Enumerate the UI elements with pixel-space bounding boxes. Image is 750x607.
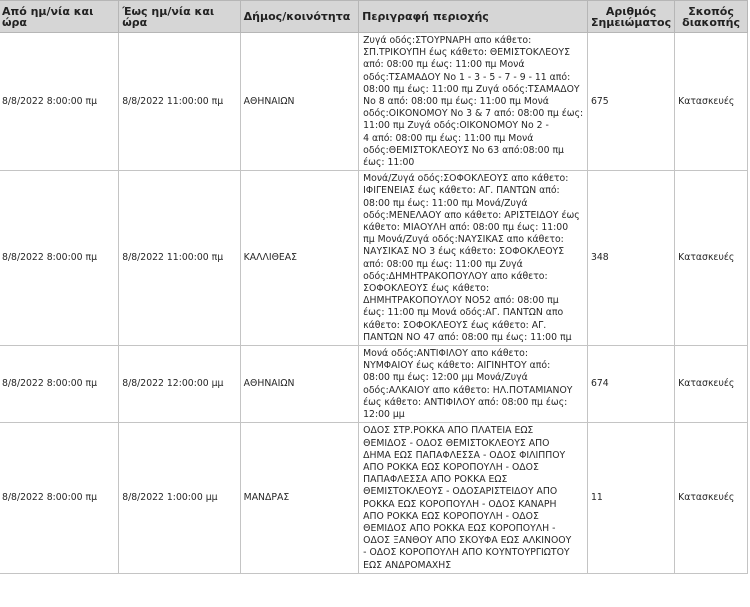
cell-municipality: ΑΘΗΝΑΙΩΝ: [240, 33, 358, 171]
description-line: οδός:ΤΣΑΜΑΔΟΥ Νο 1 - 3 - 5 - 7 - 9 - 11 από:: [363, 71, 571, 83]
table-body: [0, 33, 748, 574]
description-line: οδός:ΜΕΝΕΛΑΟΥ απο κάθετο: ΑΡΙΣΤΕΙΔΟΥ έως: [363, 209, 580, 221]
description-line: Ζυγά οδός:ΣΤΟΥΡΝΑΡΗ απο κάθετο:: [363, 35, 532, 46]
description-line: οδός:ΔΗΜΗΤΡΑΚΟΠΟΥΛΟΥ απο κάθετο:: [363, 270, 548, 282]
description-line: ΠΑΠΑΦΛΕΣΣΑ ΑΠΟ ΡΟΚΚΑ ΕΩΣ: [363, 474, 508, 486]
description-line: ΔΗΜΗΤΡΑΚΟΠΟΥΛΟΥ ΝΟ52 από: 08:00 πμ: [363, 295, 559, 307]
col-header-to-label: Έως ημ/νία και ώρα: [122, 4, 215, 29]
col-header-purpose-line1: Σκοπός: [688, 4, 734, 18]
cell-from: 8/8/2022 8:00:00 πμ: [0, 33, 119, 171]
cell-points: 11: [587, 423, 674, 573]
cell-municipality: ΜΑΝΔΡΑΣ: [240, 423, 358, 573]
description-line: κάθετο: ΣΟΦΟΚΛΕΟΥΣ έως κάθετο: ΑΓ.: [363, 319, 547, 331]
cell-to: 8/8/2022 11:00:00 πμ: [119, 171, 240, 346]
description-line: οδός:ΘΕΜΙΣΤΟΚΛΕΟΥΣ Νο 63 από:08:00 πμ: [363, 144, 564, 156]
cell-to: 8/8/2022 1:00:00 μμ: [119, 423, 240, 573]
cell-purpose: Κατασκευές: [675, 423, 748, 573]
col-header-municipality-label: Δήμος/κοινότητα: [243, 10, 351, 23]
cell-description: [359, 171, 588, 346]
description-line: κάθετο: ΜΙΑΟΥΛΗ από: 08:00 πμ έως: 11:00: [363, 222, 569, 234]
description-line: ΑΠΟ ΡΟΚΚΑ ΕΩΣ ΚΟΡΟΠΟΥΛΗ - ΟΔΟΣ: [363, 461, 539, 473]
cell-description: [359, 423, 588, 573]
col-header-description[interactable]: [359, 1, 588, 33]
description-line: 08:00 πμ έως: 11:00 πμ Μονά/Ζυγά: [363, 197, 528, 209]
description-line: ΣΠ.ΤΡΙΚΟΥΠΗ έως κάθετο: ΘΕΜΙΣΤΟΚΛΕΟΥΣ: [363, 47, 570, 59]
cell-purpose: Κατασκευές: [675, 171, 748, 346]
description-line: 08:00 πμ έως: 12:00 μμ Μονά/Ζυγά: [363, 372, 528, 384]
table-row: [0, 33, 748, 171]
description-line: ΘΕΜΙΔΟΣ - ΟΔΟΣ ΘΕΜΙΣΤΟΚΛΕΟΥΣ ΑΠΟ: [363, 437, 550, 449]
cell-description: [359, 33, 588, 171]
description-line: πμ Μονά/Ζυγά οδός:ΝΑΥΣΙΚΑΣ απο κάθετο:: [363, 234, 564, 246]
table-header-row: [0, 1, 748, 33]
description-line: ΘΕΜΙΔΟΣ ΑΠΟ ΡΟΚΚΑ ΕΩΣ ΚΟΡΟΠΟΥΛΗ -: [363, 522, 556, 534]
description-line: ΟΔΟΣ ΞΑΝΘΟΥ ΑΠΟ ΣΚΟΥΦΑ ΕΩΣ ΑΛΚΙΝΟΟΥ: [363, 535, 572, 547]
description-line: ΝΑΥΣΙΚΑΣ ΝΟ 3 έως κάθετο: ΣΟΦΟΚΛΕΟΥΣ: [363, 246, 565, 258]
col-header-to[interactable]: [119, 1, 240, 33]
description-line: 08:00 πμ έως: 11:00 πμ Ζυγά οδός:ΤΣΑΜΑΔΟΥ: [363, 83, 580, 95]
table-row: [0, 346, 748, 423]
description-line: ΠΑΝΤΩΝ ΝΟ 47 από: 08:00 πμ έως: 11:00 πμ: [363, 331, 572, 343]
description-line: 11:00 πμ Ζυγά οδός:ΟΙΚΟΝΟΜΟΥ Νο 2 -: [363, 120, 549, 132]
description-line: ΣΟΦΟΚΛΕΟΥΣ έως κάθετο:: [363, 283, 490, 295]
cell-to: 8/8/2022 12:00:00 μμ: [119, 346, 240, 423]
col-header-points[interactable]: [587, 1, 674, 33]
description-line: - ΟΔΟΣ ΚΟΡΟΠΟΥΛΗ ΑΠΟ ΚΟΥΝΤΟΥΡΓΙΩΤΟΥ: [363, 547, 570, 559]
cell-purpose: Κατασκευές: [675, 346, 748, 423]
description-line: από: 08:00 πμ έως: 11:00 πμ Μονά: [363, 59, 525, 71]
col-header-purpose-line2: διακοπής: [682, 15, 740, 29]
description-line: ΕΩΣ ΑΝΔΡΟΜΑΧΗΣ: [363, 559, 452, 571]
description-line: Μονά/Ζυγά οδός:ΣΟΦΟΚΛΕΟΥΣ απο κάθετο:: [363, 173, 569, 185]
description-line: οδός:ΑΛΚΑΙΟΥ απο κάθετο: ΗΛ.ΠΟΤΑΜΙΑΝΟΥ: [363, 384, 573, 396]
col-header-points-line1: Αριθμός: [605, 4, 657, 18]
cell-from: 8/8/2022 8:00:00 πμ: [0, 346, 119, 423]
col-header-from[interactable]: [0, 1, 119, 33]
col-header-municipality[interactable]: [240, 1, 358, 33]
cell-municipality: ΚΑΛΛΙΘΕΑΣ: [240, 171, 358, 346]
col-header-purpose[interactable]: [675, 1, 748, 33]
col-header-description-label: Περιγραφή περιοχής: [362, 10, 489, 23]
description-line: 12:00 μμ: [363, 409, 405, 421]
cell-description: [359, 346, 588, 423]
col-header-points-line2: Σημειώματος: [590, 15, 672, 29]
cell-from: 8/8/2022 8:00:00 πμ: [0, 423, 119, 573]
cell-points: 674: [587, 346, 674, 423]
description-line: έως: 11:00 πμ Μονά οδός:ΑΓ. ΠΑΝΤΩΝ απο: [363, 307, 564, 319]
cell-to: 8/8/2022 11:00:00 πμ: [119, 33, 240, 171]
description-line: ΔΗΜΑ ΕΩΣ ΠΑΠΑΦΛΕΣΣΑ - ΟΔΟΣ ΦΙΛΙΠΠΟΥ: [363, 449, 566, 461]
description-line: ΑΠΟ ΡΟΚΚΑ ΕΩΣ ΚΟΡΟΠΟΥΛΗ - ΟΔΟΣ: [363, 510, 539, 522]
table-row: [0, 423, 748, 573]
description-line: έως κάθετο: ΑΝΤΙΦΙΛΟΥ από: 08:00 πμ έως:: [363, 396, 568, 408]
description-line: από: 08:00 πμ έως: 11:00 πμ Ζυγά: [363, 258, 523, 270]
description-line: ΟΔΟΣ ΣΤΡ.ΡΟΚΚΑ ΑΠΟ ΠΛΑΤΕΙΑ ΕΩΣ: [363, 425, 534, 437]
table-row: [0, 171, 748, 346]
col-header-from-label: Από ημ/νία και ώρα: [2, 4, 94, 29]
description-line: ΡΟΚΚΑ ΕΩΣ ΚΟΡΟΠΟΥΛΗ - ΟΔΟΣ ΚΑΝΑΡΗ: [363, 498, 557, 510]
description-line: ΙΦΙΓΕΝΕΙΑΣ έως κάθετο: ΑΓ. ΠΑΝΤΩΝ από:: [363, 185, 560, 197]
cell-purpose: Κατασκευές: [675, 33, 748, 171]
cell-points: 348: [587, 171, 674, 346]
cell-points: 675: [587, 33, 674, 171]
description-line: οδός:ΟΙΚΟΝΟΜΟΥ Νο 3 & 7 από: 08:00 πμ έως:: [363, 108, 584, 120]
description-line: Μονά οδός:ΑΝΤΙΦΙΛΟΥ απο κάθετο:: [363, 348, 528, 360]
description-line: 4 από: 08:00 πμ έως: 11:00 πμ Μονά: [363, 132, 534, 144]
description-line: έως: 11:00: [363, 157, 415, 169]
description-line: ΝΥΜΦΑΙΟΥ έως κάθετο: ΑΙΓΙΝΗΤΟΥ από:: [363, 360, 551, 372]
cell-municipality: ΑΘΗΝΑΙΩΝ: [240, 346, 358, 423]
cell-from: 8/8/2022 8:00:00 πμ: [0, 171, 119, 346]
description-line: ΘΕΜΙΣΤΟΚΛΕΟΥΣ - ΟΔΟΣΑΡΙΣΤΕΙΔΟΥ ΑΠΟ: [363, 486, 558, 498]
description-line: Νο 8 από: 08:00 πμ έως: 11:00 πμ Μονά: [363, 96, 549, 108]
